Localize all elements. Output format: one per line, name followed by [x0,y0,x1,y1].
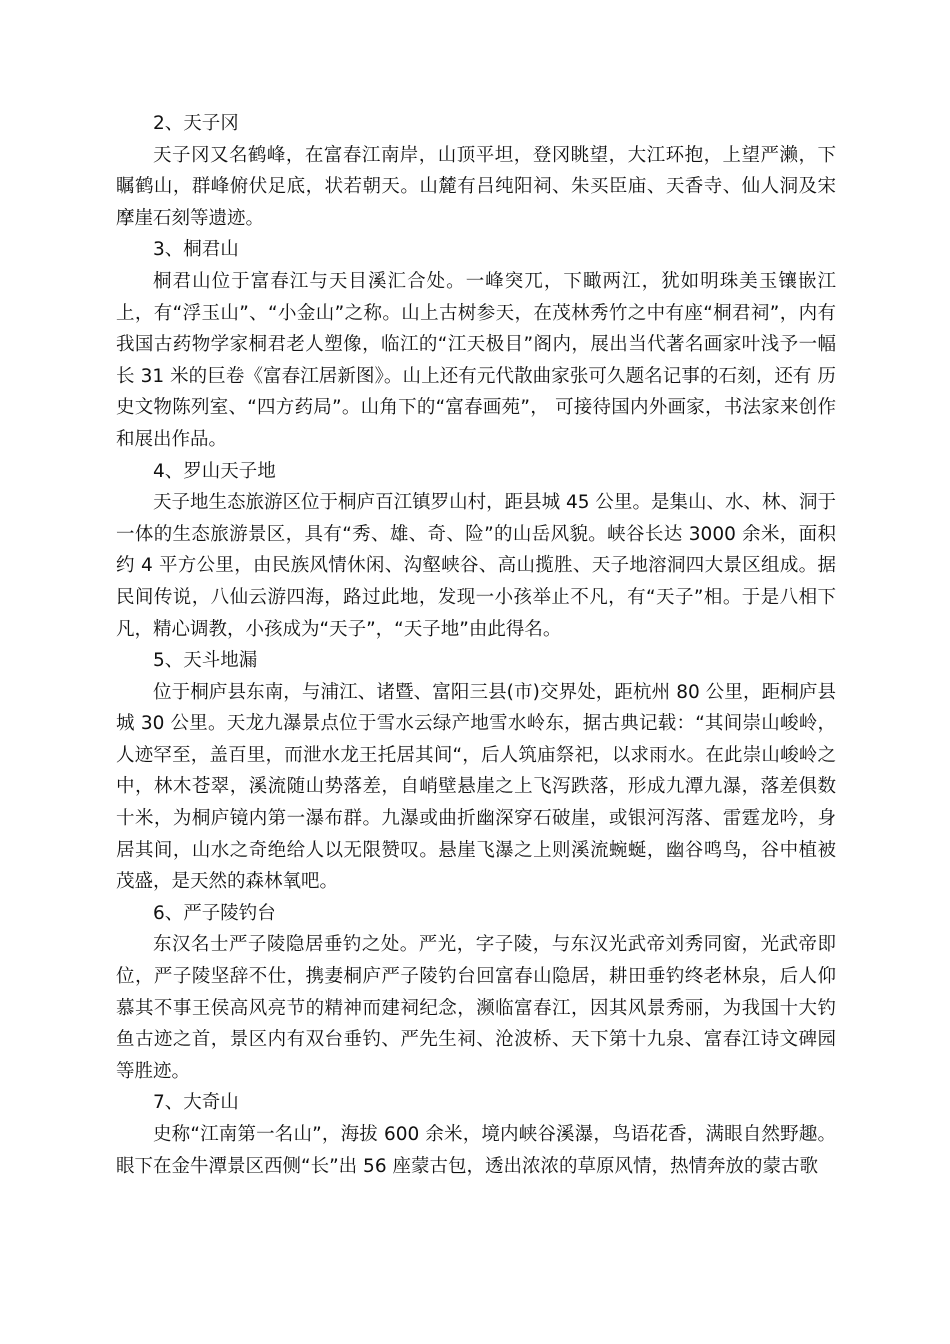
section-heading-tianzigang: 2、天子冈 [153,113,239,134]
section-text-daqishan: 史称“江南第一名山”，海拔 600 余米，境内峡谷溪瀑，鸟语花香，满眼自然野趣。眼下在金牛潭景区西侧“长”出 56 座蒙古包，透出浓浓的草原风情，热情奔放的蒙古歌 [116,1124,836,1177]
section-heading-yanziling-diaotai: 6、严子陵钓台 [153,902,276,924]
section-heading-tiandou-dilou: 5、天斗地漏 [153,650,258,672]
section-text-tiandou-dilou: 位于桐庐县东南，与浦江、诸暨、富阳三县(市)交界处，距杭州 80 公里，距桐庐县城 30 公里。天龙九瀑景点位于雪水云绿产地雪水岭东，据古典记载：“其间崇山峻岭，人迹罕至，盖百里，而泄水龙王托居其间“，后人筑庙祭祀，以求雨水。在此崇山峻岭之中，林木苍翠，溪流随山势落差，自峭壁悬崖之上飞泻跌落，形成九潭九瀑，落差俱数十米，为桐庐镜内第一瀑布群。九瀑或曲折幽深穿石破崖，或银河泻落、雷霆龙吟，身居其间，山水之奇绝给人以无限赞叹。悬崖飞瀑之上则溪流蜿蜒，幽谷鸣鸟，谷中植被茂盛，是天然的森林氧吧。 [116,681,836,893]
section-heading-daqishan: 7、大奇山 [153,1092,239,1114]
section-text-yanziling-diaotai: 东汉名士严子陵隐居垂钓之处。严光，字子陵，与东汉光武帝刘秀同窗，光武帝即位，严子陵坚辞不仕，携妻桐庐严子陵钓台回富春山隐居，耕田垂钓终老林泉，后人仰慕其不事王侯高风亮节的精神而建祠纪念，濒临富春江，因其风景秀丽，为我国十大钓鱼古迹之首，景区内有双台垂钓、严先生祠、沧波桥、天下第十九泉、富春江诗文碑园等胜迹。 [116,934,836,1082]
document-body [116,108,836,1182]
section-text-tongjunshan: 桐君山位于富春江与天目溪汇合处。一峰突兀，下瞰两江，犹如明珠美玉镶嵌江上，有“浮玉山”、“小金山”之称。山上古树参天，在茂林秀竹之中有座“桐君祠”，内有我国古药物学家桐君老人塑像，临江的“江天极目”阁内，展出当代著名画家叶浅予一幅长 31 米的巨卷《富春江居新图》。山上还有元代散曲家张可久题名记事的石刻，还有 历史文物陈列室、“四方药局”。山角下的“富春画苑”， 可接待国内外画家，书法家来创作和展出作品。 [116,270,836,450]
section-text-luoshan-tianzidi: 天子地生态旅游区位于桐庐百江镇罗山村，距县城 45 公里。是集山、水、林、洞于一体的生态旅游景区，具有“秀、雄、奇、险”的山岳风貌。峡谷长达 3000 余米，面积约 4 平方公里，由民族风情休闲、沟壑峡谷、高山揽胜、天子地溶洞四大景区组成。据民间传说，八仙云游四海，路过此地，发现一小孩举止不凡，有“天子”相。于是八相下凡，精心调教，小孩成为“天子”，“天子地”由此得名。 [116,492,836,640]
section-text-tianzigang: 天子冈又名鹤峰，在富春江南岸，山顶平坦，登冈眺望，大江环抱，上望严濑，下瞩鹤山，群峰俯伏足底，状若朝天。山麓有吕纯阳祠、朱买臣庙、天香寺、仙人洞及宋摩崖石刻等遗迹。 [116,144,836,229]
section-heading-tongjunshan: 3、桐君山 [153,239,239,261]
section-heading-luoshan-tianzidi: 4、罗山天子地 [153,460,276,482]
